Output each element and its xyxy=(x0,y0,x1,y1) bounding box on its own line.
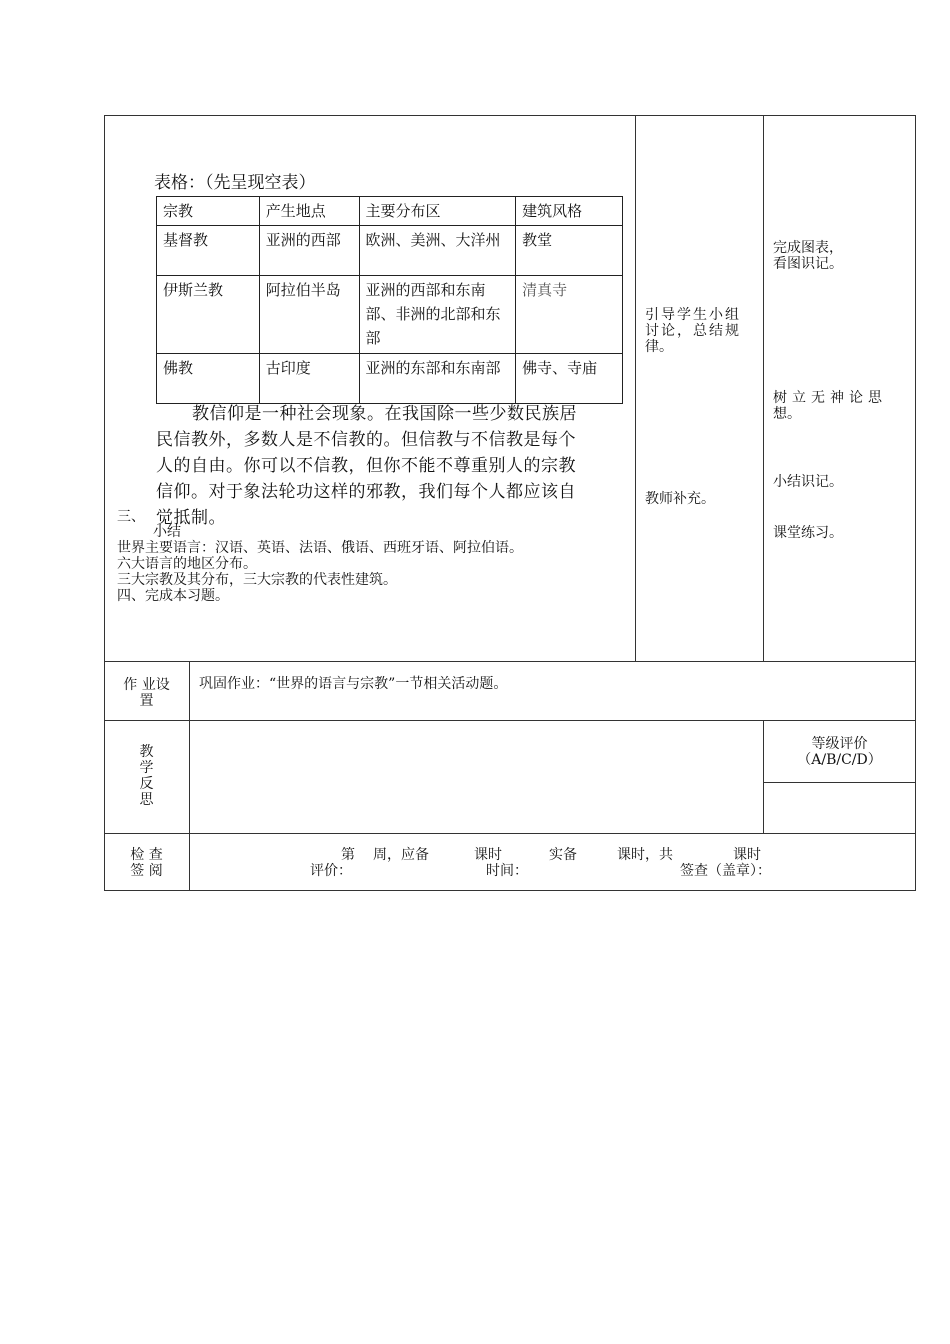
reflection-label-char: 学 xyxy=(139,760,154,776)
row-divider-homework xyxy=(104,661,916,662)
summary-text xyxy=(117,540,523,604)
row-divider-reflection xyxy=(104,720,916,721)
summary-line: 三大宗教及其分布，三大宗教的代表性建筑。 xyxy=(117,572,397,588)
check-label-line: 检 查 xyxy=(130,847,163,863)
homework-label-line: 置 xyxy=(139,693,154,709)
homework-label xyxy=(104,677,189,709)
paragraph-line: 民信教外，多数人是不信教的。但信教与不信教是每个 xyxy=(156,430,576,450)
check-label xyxy=(104,847,189,879)
col-divider-student xyxy=(763,115,764,662)
table-cell: 古印度 xyxy=(259,354,359,404)
table-cell: 伊斯兰教 xyxy=(157,276,260,354)
check-sign: 签查（盖章）： xyxy=(680,863,771,879)
student-task-3: 小结识记。 xyxy=(773,474,843,490)
summary-line: 四、完成本习题。 xyxy=(117,588,229,604)
table-row xyxy=(157,226,623,276)
teacher-line: 讨论，总结规 xyxy=(645,323,741,339)
reflection-label-char: 反 xyxy=(139,776,154,792)
table-cell: 佛教 xyxy=(157,354,260,404)
check-hours-planned: 课时 xyxy=(474,847,502,863)
teacher-supplement: 教师补充。 xyxy=(645,491,715,507)
grade-evaluation xyxy=(763,736,916,768)
reflection-label xyxy=(104,744,189,808)
table-cell: 亚洲的东部和东南部 xyxy=(359,354,516,404)
paragraph-line: 觉抵制。 xyxy=(156,508,226,528)
student-task-4: 课堂练习。 xyxy=(773,525,843,541)
teacher-line: 律。 xyxy=(645,339,673,355)
table-cell: 亚洲的西部 xyxy=(259,226,359,276)
table-cell: 亚洲的西部和东南部、非洲的北部和东部 xyxy=(359,276,516,354)
grade-options: （A/B/C/D） xyxy=(797,752,882,768)
reflection-label-char: 教 xyxy=(139,744,154,760)
summary-line: 世界主要语言：汉语、英语、法语、俄语、西班牙语、阿拉伯语。 xyxy=(117,540,523,556)
religion-paragraph xyxy=(156,401,623,531)
table-header-cell: 主要分布区 xyxy=(359,197,516,226)
label-col-divider xyxy=(189,661,190,891)
summary-line: 六大语言的地区分布。 xyxy=(117,556,257,572)
table-caption: 表格：（先呈现空表） xyxy=(154,173,316,193)
table-row xyxy=(157,354,623,404)
row-divider-check xyxy=(104,833,916,834)
check-eval: 评价： xyxy=(310,863,352,879)
table-header-cell: 宗教 xyxy=(157,197,260,226)
table-header-cell: 产生地点 xyxy=(259,197,359,226)
paragraph-line: 教信仰是一种社会现象。在我国除一些少数民族居 xyxy=(192,404,577,424)
student-task-2 xyxy=(773,390,909,422)
teacher-guidance xyxy=(645,307,757,355)
teacher-line: 引导学生小组 xyxy=(645,307,741,323)
homework-label-line: 作 业设 xyxy=(123,677,170,693)
check-hours-total: 课时 xyxy=(733,847,761,863)
table-cell: 清真寺 xyxy=(516,276,623,354)
student-line: 完成图表， xyxy=(773,240,843,256)
table-cell: 教堂 xyxy=(516,226,623,276)
grade-row-divider xyxy=(763,782,916,783)
grade-label: 等级评价 xyxy=(811,736,868,752)
check-week-unit: 周，应备 xyxy=(373,847,429,863)
student-line: 想。 xyxy=(773,406,801,422)
student-task-1 xyxy=(773,240,843,272)
table-cell: 阿拉伯半岛 xyxy=(259,276,359,354)
section-number: 三、 xyxy=(117,509,145,525)
check-time: 时间： xyxy=(486,863,528,879)
table-row xyxy=(157,276,623,354)
student-line: 树立无神论思 xyxy=(773,390,887,406)
table-cell: 欧洲、美洲、大洋州 xyxy=(359,226,516,276)
student-line: 看图识记。 xyxy=(773,256,843,272)
summary-title: 小结 xyxy=(153,524,181,540)
table-header-cell: 建筑风格 xyxy=(516,197,623,226)
table-cell: 佛寺、寺庙 xyxy=(516,354,623,404)
homework-content: 巩固作业：“世界的语言与宗教”一节相关活动题。 xyxy=(199,676,508,692)
paragraph-line: 信仰。对于象法轮功这样的邪教，我们每个人都应该自 xyxy=(156,482,576,502)
paragraph-line: 人的自由。你可以不信教，但你不能不尊重别人的宗教 xyxy=(156,456,576,476)
table-cell: 基督教 xyxy=(157,226,260,276)
col-divider-teacher xyxy=(635,115,636,662)
reflection-label-char: 思 xyxy=(139,792,154,808)
religion-table xyxy=(156,196,623,404)
check-actual: 实备 xyxy=(549,847,577,863)
check-hours-actual: 课时，共 xyxy=(617,847,673,863)
check-week: 第 xyxy=(341,847,355,863)
check-label-line: 签 阅 xyxy=(130,863,163,879)
table-header-row xyxy=(157,197,623,226)
